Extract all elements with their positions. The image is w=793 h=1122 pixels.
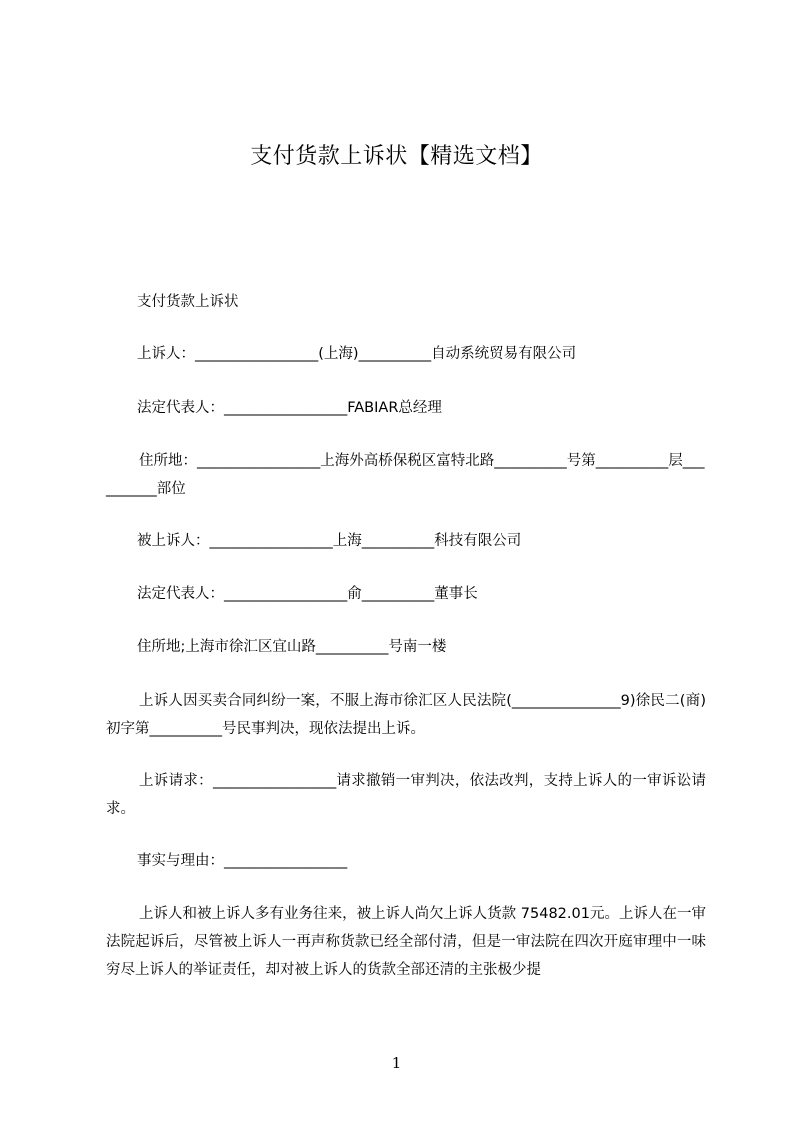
appellant-representative-paragraph: 法定代表人：_________________FABIAR总经理 — [137, 400, 442, 416]
appellee-paragraph: 被上诉人：_________________上海__________科技有限公司 — [137, 533, 522, 549]
appellee-address-paragraph: 住所地;上海市徐汇区宜山路__________号南一楼 — [137, 639, 447, 655]
appeal-request-paragraph: 上诉请求：_________________请求撤销一审判决，依法改判，支持上诉人的一审诉讼请求。 — [106, 773, 706, 817]
facts-paragraph: 上诉人和被上诉人多有业务往来，被上诉人尚欠上诉人货款 75482.01元。上诉人在一审法院起诉后，尽管被上诉人一再声称货款已经全部付清，但是一审法院在四次开庭审理中一味穷尽上诉人的举证责任，却对被上诉人的货款全部还清的主张极少提 — [106, 906, 706, 978]
case-summary-paragraph: 上诉人因买卖合同纠纷一案，不服上海市徐汇区人民法院(_______________9)徐民二(商)初字第__________号民事判决，现依法提出上诉。 — [106, 693, 706, 737]
facts-and-reasons-heading: 事实与理由：_________________ — [137, 853, 348, 869]
appellee-representative-paragraph: 法定代表人：_________________俞__________董事长 — [137, 586, 478, 602]
heading-paragraph: 支付货款上诉状 — [137, 294, 239, 310]
page-number: 1 — [391, 1054, 402, 1072]
appellant-address-paragraph: 住所地：_________________上海外高桥保税区富特北路__________号第__________层__________部位 — [106, 453, 705, 497]
appellant-paragraph: 上诉人：_________________(上海)__________自动系统贸易有限公司 — [137, 346, 577, 362]
document-title: 支付货款上诉状【精选文档】 — [250, 144, 543, 169]
